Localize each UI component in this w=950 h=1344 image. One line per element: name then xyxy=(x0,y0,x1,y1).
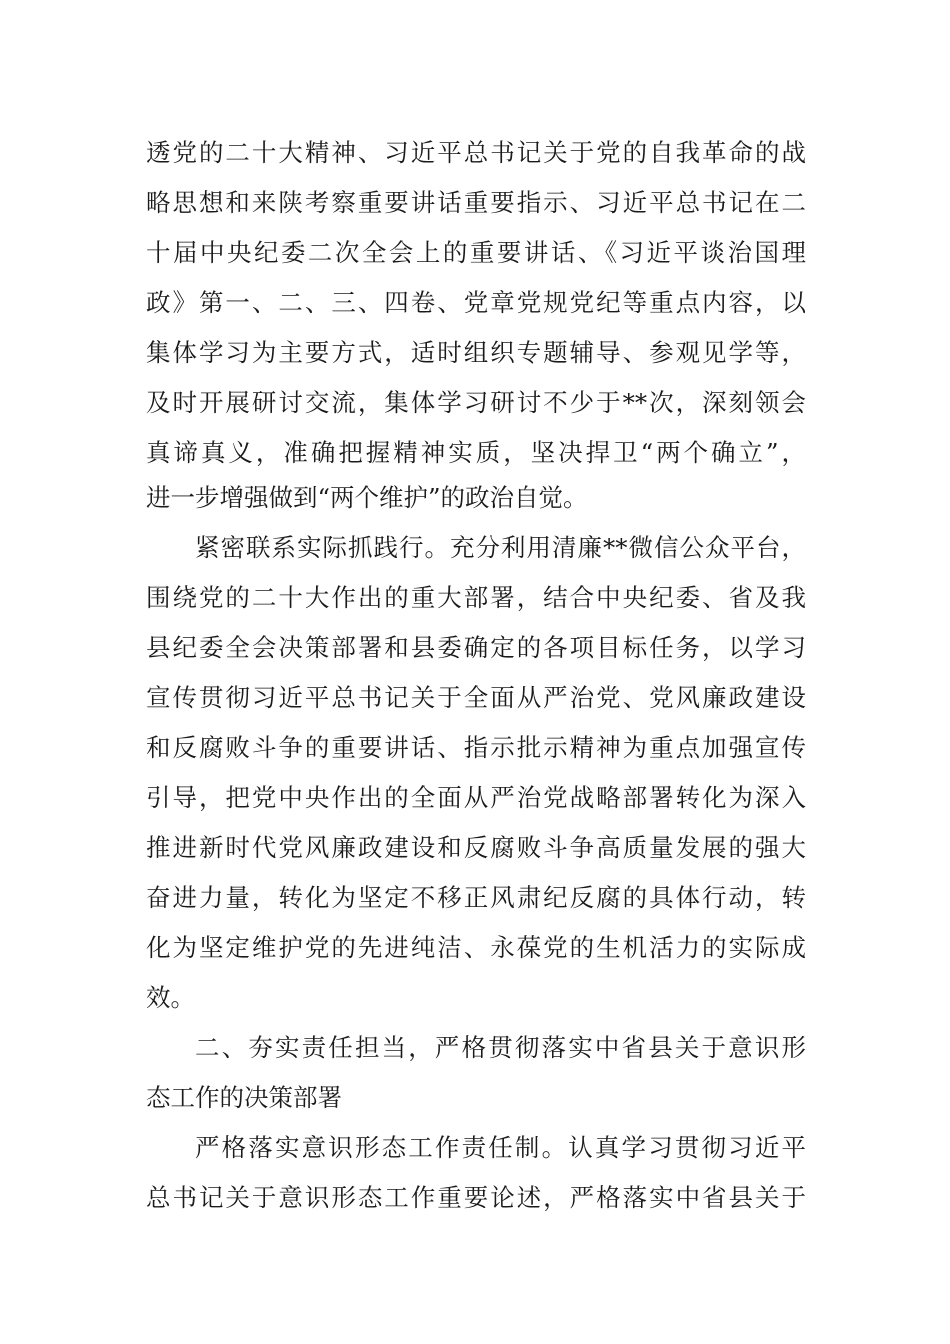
paragraph-line: 县纪委全会决策部署和县委确定的各项目标任务，以学习 xyxy=(146,633,806,662)
paragraph-line: 政》第一、二、三、四卷、党章党规党纪等重点内容，以 xyxy=(146,288,806,317)
paragraph-line: 效。 xyxy=(146,983,195,1012)
paragraph-line: 奋进力量，转化为坚定不移正风肃纪反腐的具体行动，转 xyxy=(146,883,806,912)
paragraph-line: 及时开展研讨交流，集体学习研讨不少于**次，深刻领会 xyxy=(146,388,806,417)
section-heading-line: 二、夯实责任担当，严格贯彻落实中省县关于意识形 xyxy=(195,1033,806,1062)
paragraph-line: 宣传贯彻习近平总书记关于全面从严治党、党风廉政建设 xyxy=(146,683,806,712)
section-heading-line: 态工作的决策部署 xyxy=(146,1083,342,1112)
paragraph-line: 略思想和来陕考察重要讲话重要指示、习近平总书记在二 xyxy=(146,188,806,217)
paragraph-line: 严格落实意识形态工作责任制。认真学习贯彻习近平 xyxy=(195,1133,806,1162)
paragraph-line: 化为坚定维护党的先进纯洁、永葆党的生机活力的实际成 xyxy=(146,933,806,962)
paragraph-line: 进一步增强做到“两个维护”的政治自觉。 xyxy=(146,483,588,512)
paragraph-line: 紧密联系实际抓践行。充分利用清廉**微信公众平台， xyxy=(195,533,806,562)
paragraph-line: 围绕党的二十大作出的重大部署，结合中央纪委、省及我 xyxy=(146,583,806,612)
paragraph-line: 真谛真义，准确把握精神实质，坚决捍卫“两个确立”， xyxy=(146,438,806,467)
paragraph-line: 引导，把党中央作出的全面从严治党战略部署转化为深入 xyxy=(146,783,806,812)
paragraph-line: 透党的二十大精神、习近平总书记关于党的自我革命的战 xyxy=(146,138,806,167)
paragraph-line: 集体学习为主要方式，适时组织专题辅导、参观见学等， xyxy=(146,338,806,367)
paragraph-line: 总书记关于意识形态工作重要论述，严格落实中省县关于 xyxy=(146,1183,806,1212)
paragraph-line: 和反腐败斗争的重要讲话、指示批示精神为重点加强宣传 xyxy=(146,733,806,762)
paragraph-line: 推进新时代党风廉政建设和反腐败斗争高质量发展的强大 xyxy=(146,833,806,862)
paragraph-line: 十届中央纪委二次全会上的重要讲话、《习近平谈治国理 xyxy=(146,238,806,267)
